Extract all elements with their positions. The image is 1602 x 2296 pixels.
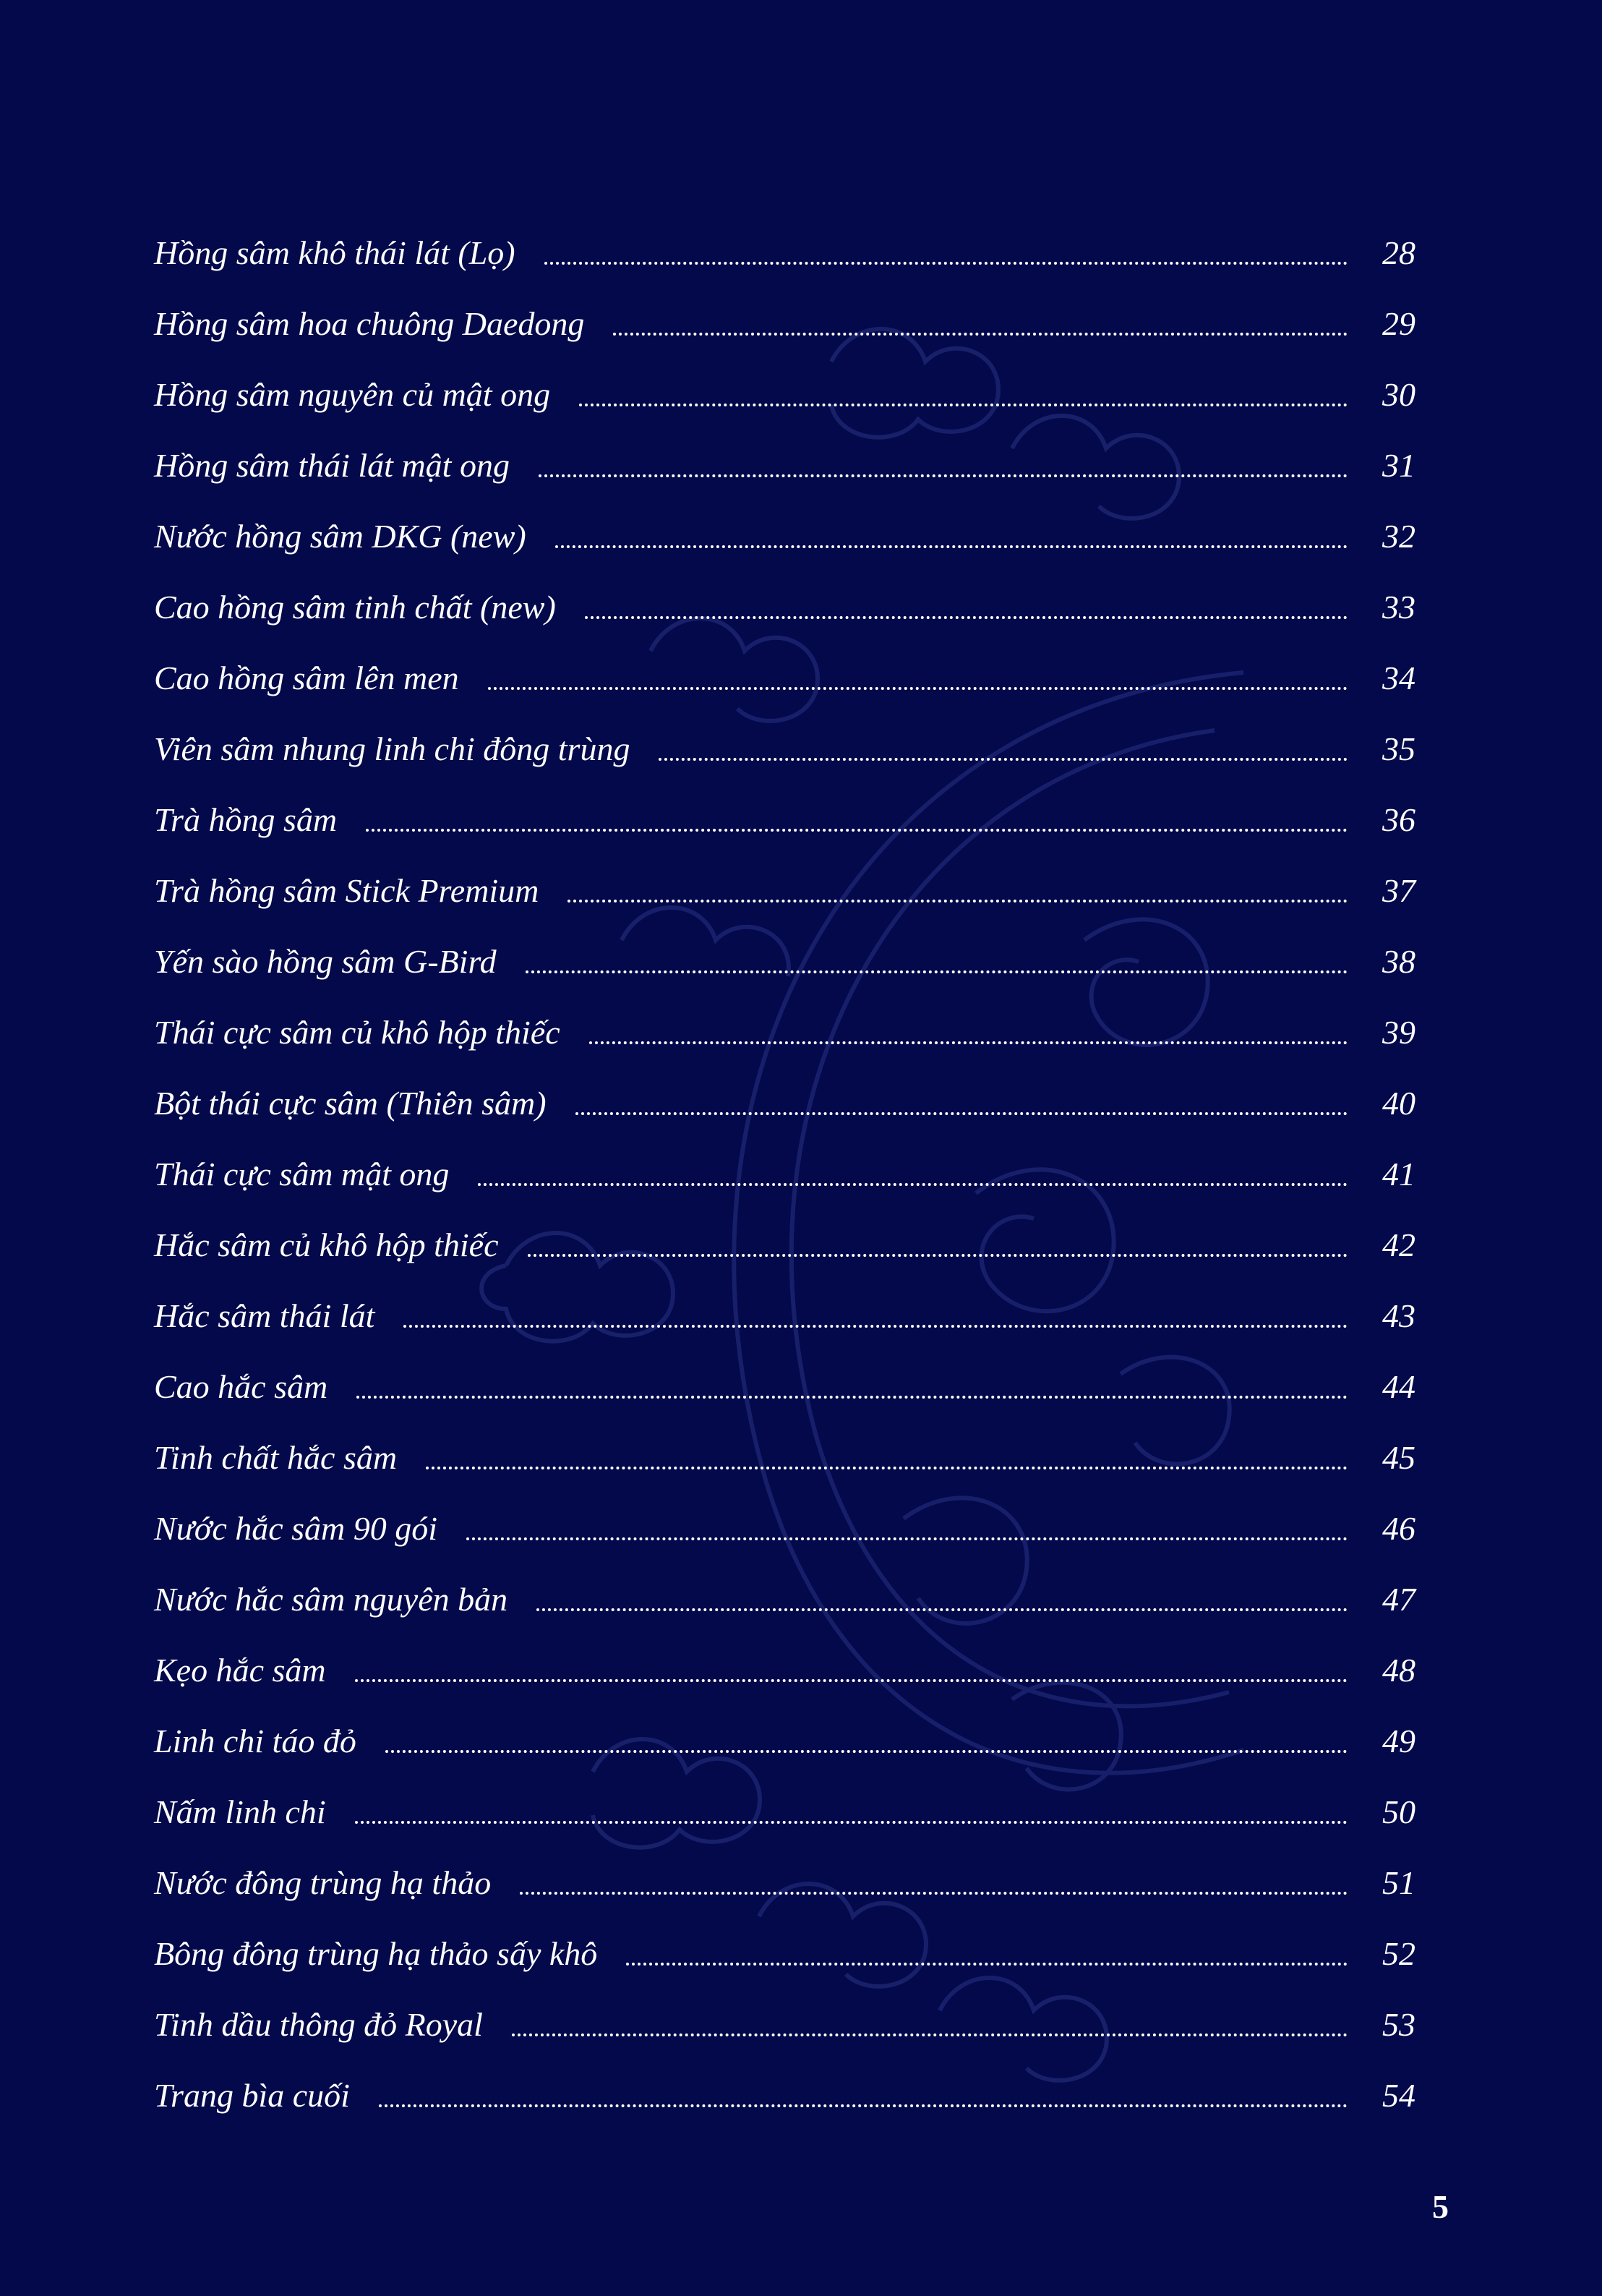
toc-entry-page: 29 bbox=[1382, 304, 1415, 342]
toc-entry[interactable] bbox=[154, 288, 1415, 359]
toc-entry[interactable] bbox=[154, 500, 1415, 571]
toc-entry[interactable] bbox=[154, 1280, 1415, 1351]
toc-entry[interactable] bbox=[154, 1209, 1415, 1280]
toc-entry-title: Thái cực sâm củ khô hộp thiếc bbox=[154, 1013, 560, 1051]
toc-dot-leader bbox=[659, 725, 1348, 761]
toc-entry-page: 46 bbox=[1382, 1509, 1415, 1547]
toc-entry-title: Cao hồng sâm lên men bbox=[154, 659, 459, 696]
toc-dot-leader bbox=[403, 1292, 1348, 1328]
toc-dot-leader bbox=[478, 1150, 1348, 1186]
toc-entry-page: 44 bbox=[1382, 1367, 1415, 1405]
toc-entry-title: Linh chi táo đỏ bbox=[154, 1722, 356, 1759]
toc-dot-leader bbox=[512, 2000, 1348, 2036]
toc-dot-leader bbox=[366, 795, 1348, 832]
toc-dot-leader bbox=[544, 229, 1348, 265]
toc-dot-leader bbox=[526, 937, 1348, 973]
toc-dot-leader bbox=[626, 1929, 1348, 1966]
toc-entry-page: 32 bbox=[1382, 517, 1415, 555]
toc-entry-page: 43 bbox=[1382, 1297, 1415, 1334]
toc-entry-title: Bông đông trùng hạ thảo sấy khô bbox=[154, 1934, 598, 1972]
page-number: 5 bbox=[1432, 2188, 1449, 2225]
toc-entry[interactable] bbox=[154, 2060, 1415, 2130]
toc-dot-leader bbox=[589, 1008, 1348, 1044]
toc-entry[interactable] bbox=[154, 1067, 1415, 1138]
toc-dot-leader bbox=[488, 654, 1348, 690]
toc-entry[interactable] bbox=[154, 1776, 1415, 1847]
table-of-contents bbox=[154, 217, 1415, 2130]
toc-entry-page: 54 bbox=[1382, 2076, 1415, 2114]
toc-entry-page: 49 bbox=[1382, 1722, 1415, 1759]
toc-entry[interactable] bbox=[154, 855, 1415, 926]
toc-entry-page: 50 bbox=[1382, 1793, 1415, 1830]
toc-entry-title: Bột thái cực sâm (Thiên sâm) bbox=[154, 1084, 547, 1122]
toc-entry-title: Viên sâm nhung linh chi đông trùng bbox=[154, 730, 630, 767]
toc-entry-title: Hồng sâm khô thái lát (Lọ) bbox=[154, 234, 515, 271]
toc-entry-page: 35 bbox=[1382, 730, 1415, 767]
toc-entry-page: 40 bbox=[1382, 1084, 1415, 1122]
toc-dot-leader bbox=[575, 1079, 1348, 1115]
toc-entry[interactable] bbox=[154, 784, 1415, 855]
toc-entry-page: 33 bbox=[1382, 588, 1415, 626]
toc-dot-leader bbox=[379, 2071, 1348, 2107]
toc-entry[interactable] bbox=[154, 1989, 1415, 2060]
toc-entry-title: Hồng sâm thái lát mật ong bbox=[154, 446, 510, 484]
toc-entry-title: Hắc sâm củ khô hộp thiếc bbox=[154, 1226, 499, 1263]
toc-entry-title: Trà hồng sâm bbox=[154, 801, 338, 838]
toc-entry[interactable] bbox=[154, 1847, 1415, 1918]
toc-entry[interactable] bbox=[154, 1422, 1415, 1493]
toc-entry-page: 41 bbox=[1382, 1155, 1415, 1192]
toc-entry[interactable] bbox=[154, 359, 1415, 430]
toc-entry-page: 39 bbox=[1382, 1013, 1415, 1051]
toc-dot-leader bbox=[585, 583, 1348, 619]
toc-entry[interactable] bbox=[154, 642, 1415, 713]
toc-entry-title: Nước đông trùng hạ thảo bbox=[154, 1864, 492, 1901]
toc-entry-title: Hắc sâm thái lát bbox=[154, 1297, 375, 1334]
toc-entry-page: 53 bbox=[1382, 2005, 1415, 2043]
toc-entry-title: Nước hắc sâm nguyên bản bbox=[154, 1580, 508, 1618]
toc-entry[interactable] bbox=[154, 1705, 1415, 1776]
toc-entry[interactable] bbox=[154, 571, 1415, 642]
toc-entry-page: 45 bbox=[1382, 1438, 1415, 1476]
toc-entry-page: 36 bbox=[1382, 801, 1415, 838]
toc-entry-title: Nước hắc sâm 90 gói bbox=[154, 1509, 438, 1547]
toc-entry-page: 51 bbox=[1382, 1864, 1415, 1901]
toc-entry[interactable] bbox=[154, 926, 1415, 997]
toc-dot-leader bbox=[355, 1646, 1348, 1682]
toc-entry-page: 28 bbox=[1382, 234, 1415, 271]
toc-entry[interactable] bbox=[154, 997, 1415, 1067]
toc-entry-title: Tinh chất hắc sâm bbox=[154, 1438, 398, 1476]
toc-dot-leader bbox=[567, 866, 1348, 902]
toc-dot-leader bbox=[385, 1717, 1348, 1753]
toc-entry-page: 42 bbox=[1382, 1226, 1415, 1263]
toc-entry-page: 37 bbox=[1382, 871, 1415, 909]
toc-entry[interactable] bbox=[154, 1138, 1415, 1209]
toc-entry-title: Hồng sâm hoa chuông Daedong bbox=[154, 304, 585, 342]
toc-entry-page: 52 bbox=[1382, 1934, 1415, 1972]
toc-entry-title: Trang bìa cuối bbox=[154, 2076, 350, 2114]
toc-dot-leader bbox=[426, 1433, 1348, 1469]
toc-dot-leader bbox=[520, 1858, 1348, 1895]
toc-entry[interactable] bbox=[154, 1918, 1415, 1989]
toc-entry-page: 47 bbox=[1382, 1580, 1415, 1618]
toc-entry-title: Tinh dầu thông đỏ Royal bbox=[154, 2005, 483, 2043]
toc-entry-title: Cao hồng sâm tinh chất (new) bbox=[154, 588, 556, 626]
toc-entry-page: 48 bbox=[1382, 1651, 1415, 1689]
toc-entry-title: Trà hồng sâm Stick Premium bbox=[154, 871, 539, 909]
toc-entry[interactable] bbox=[154, 430, 1415, 500]
toc-dot-leader bbox=[536, 1575, 1348, 1611]
toc-dot-leader bbox=[356, 1362, 1348, 1399]
toc-entry-title: Nước hồng sâm DKG (new) bbox=[154, 517, 526, 555]
toc-dot-leader bbox=[355, 1788, 1348, 1824]
toc-entry-page: 38 bbox=[1382, 942, 1415, 980]
toc-entry[interactable] bbox=[154, 1493, 1415, 1563]
toc-dot-leader bbox=[613, 299, 1348, 336]
toc-dot-leader bbox=[528, 1221, 1348, 1257]
toc-entry-title: Hồng sâm nguyên củ mật ong bbox=[154, 375, 551, 413]
toc-entry-page: 31 bbox=[1382, 446, 1415, 484]
toc-dot-leader bbox=[466, 1504, 1348, 1540]
toc-entry[interactable] bbox=[154, 713, 1415, 784]
toc-dot-leader bbox=[539, 441, 1348, 477]
toc-entry[interactable] bbox=[154, 1351, 1415, 1422]
toc-entry-title: Thái cực sâm mật ong bbox=[154, 1155, 450, 1192]
toc-dot-leader bbox=[579, 370, 1348, 406]
toc-entry-title: Kẹo hắc sâm bbox=[154, 1651, 326, 1689]
toc-entry-title: Cao hắc sâm bbox=[154, 1367, 328, 1405]
toc-dot-leader bbox=[555, 512, 1348, 548]
toc-entry-title: Yến sào hồng sâm G-Bird bbox=[154, 942, 497, 980]
toc-entry[interactable] bbox=[154, 1634, 1415, 1705]
toc-entry[interactable] bbox=[154, 1563, 1415, 1634]
toc-entry-page: 34 bbox=[1382, 659, 1415, 696]
toc-entry[interactable] bbox=[154, 217, 1415, 288]
toc-entry-page: 30 bbox=[1382, 375, 1415, 413]
toc-entry-title: Nấm linh chi bbox=[154, 1793, 326, 1830]
